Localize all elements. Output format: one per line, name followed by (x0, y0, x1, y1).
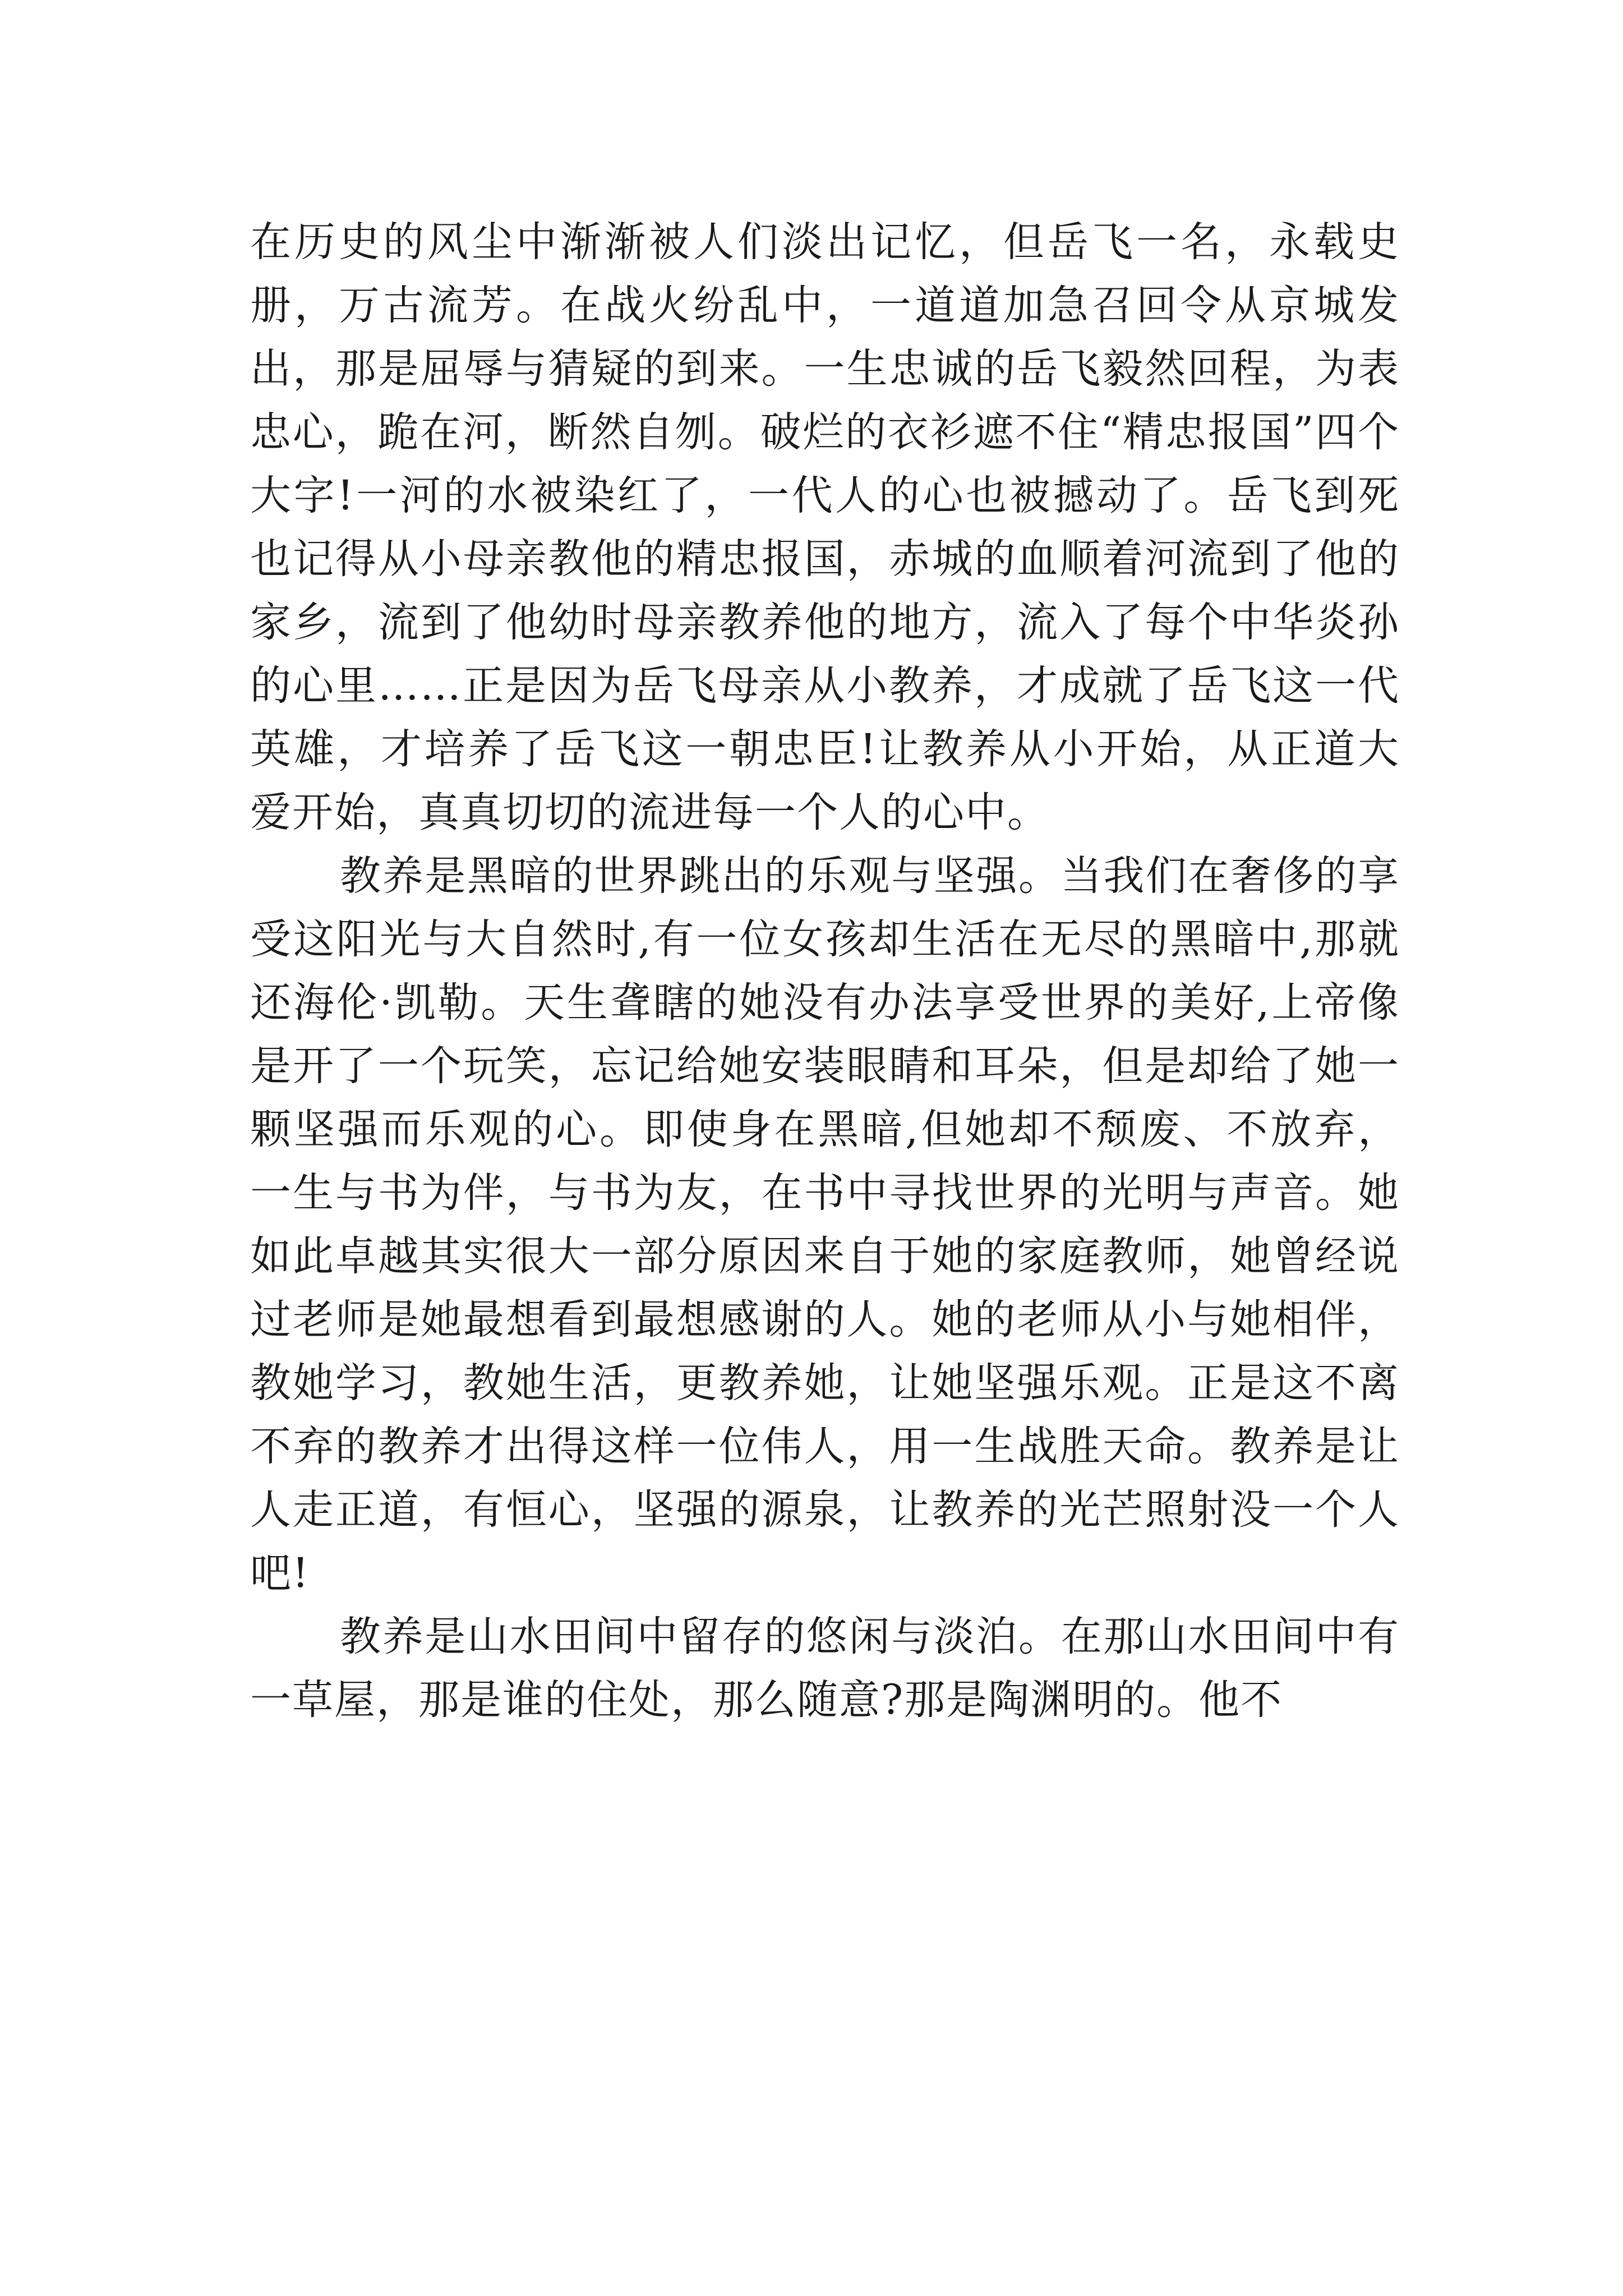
paragraph-2: 教养是黑暗的世界跳出的乐观与坚强。当我们在奢侈的享受这阳光与大自然时,有一位女孩却生活在无尽的黑暗中,那就还海伦·凯勒。天生聋瞎的她没有办法享受世界的美好,上帝像是开了一个玩笑，忘记给她安装眼睛和耳朵，但是却给了她一颗坚强而乐观的心。即使身在黑暗,但她却不颓废、不放弃，一生与书为伴，与书为友，在书中寻找世界的光明与声音。她如此卓越其实很大一部分原因来自于她的家庭教师，她曾经说过老师是她最想看到最想感谢的人。她的老师从小与她相伴，教她学习，教她生活，更教养她，让她坚强乐观。正是这不离不弃的教养才出得这样一位伟人，用一生战胜天命。教养是让人走正道，有恒心，坚强的源泉，让教养的光芒照射没一个人吧! (250, 852, 1400, 1597)
paragraph-1: 在历史的风尘中渐渐被人们淡出记忆，但岳飞一名，永载史册，万古流芳。在战火纷乱中，一道道加急召回令从京城发出，那是屈辱与猜疑的到来。一生忠诚的岳飞毅然回程，为表忠心，跪在河，断然自刎。破烂的衣衫遮不住“精忠报国”四个大字!一河的水被染红了，一代人的心也被撼动了。岳飞到死也记得从小母亲教他的精忠报国，赤城的血顺着河流到了他的家乡，流到了他幼时母亲教养他的地方，流入了每个中华炎孙的心里……正是因为岳飞母亲从小教养，才成就了岳飞这一代英雄，才培养了岳飞这一朝忠臣!让教养从小开始，从正道大爱开始，真真切切的流进每一个人的心中。 (250, 218, 1400, 836)
body-text (250, 210, 1400, 1732)
paragraph-3: 教养是山水田间中留存的悠闲与淡泊。在那山水田间中有一草屋，那是谁的住处，那么随意?那是陶渊明的。他不 (250, 1613, 1400, 1724)
